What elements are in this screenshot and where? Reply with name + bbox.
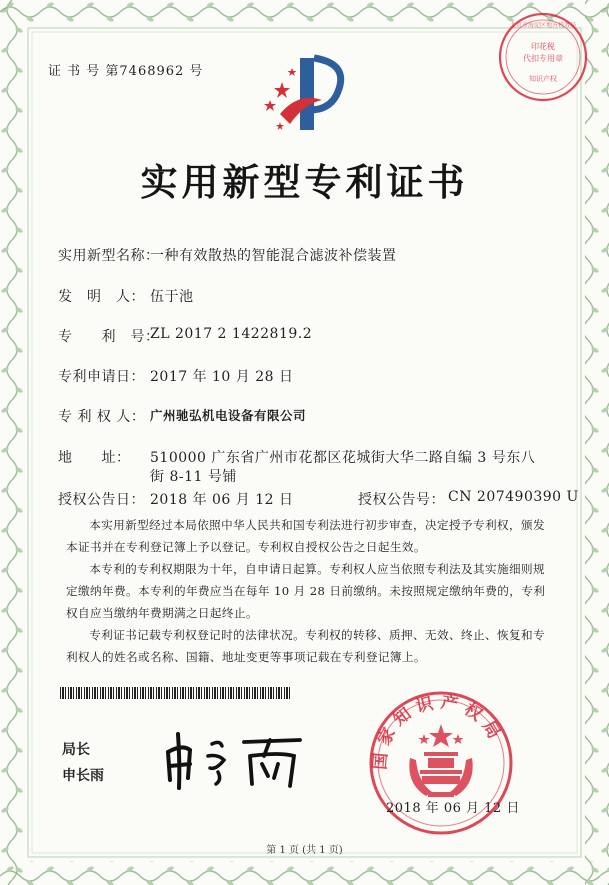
signature-role: 局长 (62, 742, 90, 758)
patent-number-label: 专 利 号： (58, 329, 160, 345)
grant-number-label: 授权公告号： (358, 492, 445, 508)
paragraph-1: 本实用新型经过本局依照中华人民共和国专利法进行初步审查，决定授予专利权，颁发本证书并在专利登记簿上予以登记。专利权自授权公告之日起生效。 (66, 518, 545, 554)
patentee-label: 专 利 权 人： (58, 409, 146, 425)
svg-text:国家知识产权局: 国家知识产权局 (370, 692, 507, 771)
inventor-label: 发 明 人： (58, 289, 145, 305)
certificate-number: 证 书 号 第7468962 号 (48, 64, 204, 79)
barcode (60, 687, 290, 699)
paragraph-3: 专利证书记载专利权登记时的法律状况。专利权的转移、质押、无效、终止、恢复和专利权人的姓名或名称、国籍、地址变更等事项记载在专利登记簿上。 (66, 628, 545, 664)
patent-office-logo-icon (260, 44, 356, 140)
page-title: 实用新型专利证书 (140, 160, 469, 204)
page-footer: 第 1 页 (共 1 页) (266, 845, 343, 856)
patentee-value: 广州驰弘机电设备有限公司 (150, 408, 307, 423)
svg-text:北京市海淀区地方税务局: 北京市海淀区地方税务局 (509, 22, 577, 29)
seal-date: 2018 年 06 月 12 日 (386, 801, 520, 816)
utility-model-name-label: 实用新型名称： (58, 248, 160, 264)
grant-date-label: 授权公告日： (58, 492, 145, 508)
filing-date-value: 2017 年 10 月 28 日 (150, 369, 294, 385)
svg-text:知识产权: 知识产权 (529, 75, 557, 83)
tax-seal (497, 11, 589, 103)
grant-number-value: CN 207490390 U (448, 489, 579, 505)
paragraph-2: 本专利的专利权期限为十年，自申请日起算。专利权人应当依照专利法及其实施细则规定缴纳年费。本专利的年费应当在每年 10 月 28 日前缴纳。未按照规定缴纳年费的，专利权自应当缴纳年费期满之日起终止。 (66, 562, 546, 620)
utility-model-name-value: 一种有效散热的智能混合滤波补偿装置 (150, 248, 397, 264)
signature-name: 申长雨 (62, 768, 104, 784)
svg-text:代扣专用章: 代扣专用章 (523, 54, 563, 63)
inventor-value: 伍于池 (150, 289, 194, 305)
handwritten-signature (160, 722, 310, 792)
address-line-2: 街 8-11 号铺 (150, 469, 237, 485)
svg-text:印花税: 印花税 (531, 42, 555, 51)
address-label: 地 址： (58, 450, 131, 466)
filing-date-label: 专利申请日： (58, 369, 145, 385)
patent-number-value: ZL 2017 2 1422819.2 (150, 326, 313, 342)
grant-date-value: 2018 年 06 月 12 日 (150, 492, 294, 508)
address-line-1: 510000 广东省广州市花都区花城街大华二路自编 3 号东八 (150, 450, 536, 466)
